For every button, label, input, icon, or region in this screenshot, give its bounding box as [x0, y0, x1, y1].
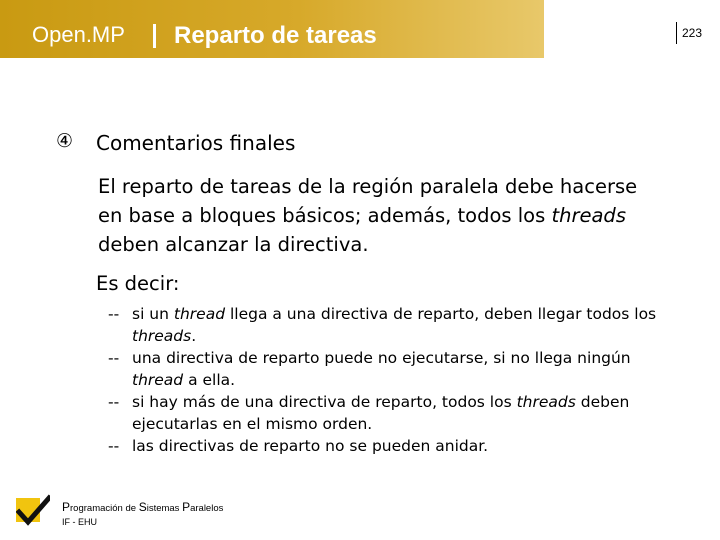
- item-text: si hay más de una directiva de reparto, todos los: [132, 393, 517, 411]
- item-list: [108, 303, 668, 457]
- item-text: una directiva de reparto puede no ejecutarse, si no llega ningún: [132, 349, 631, 367]
- header-separator: [153, 24, 156, 48]
- paragraph-italic-threads: threads: [551, 204, 626, 227]
- es-decir-label: Es decir:: [96, 272, 180, 295]
- footer-institution: IF - EHU: [62, 517, 97, 527]
- item-italic: threads: [132, 327, 192, 345]
- header-left-title: Open.MP: [32, 22, 125, 47]
- footer-title-text: istemas: [146, 503, 183, 514]
- footer-title-cap: P: [62, 500, 71, 514]
- footer-title-cap: P: [182, 500, 191, 514]
- section-title: Comentarios finales: [96, 131, 296, 155]
- dash-marker: --: [108, 437, 120, 455]
- header-bar: [0, 0, 544, 58]
- footer-title-text: de: [122, 503, 139, 514]
- paragraph-text-part2: deben alcanzar la directiva.: [98, 233, 369, 256]
- circled-four-bullet-icon: ④: [56, 130, 74, 152]
- item-text: las directivas de reparto no se pueden anidar.: [132, 437, 489, 455]
- item-text: deben ejecutarlas en el mismo orden.: [132, 393, 630, 433]
- header-right-title: Reparto de tareas: [174, 22, 377, 49]
- dash-marker: --: [108, 393, 120, 411]
- footer-title-cap: S: [138, 500, 147, 514]
- footer-course-title: [62, 500, 223, 514]
- paragraph-text-part1: El reparto de tareas de la región paralela debe hacerse en base a bloques básicos; además, todos los: [98, 175, 638, 227]
- list-item: [108, 347, 668, 391]
- list-item: [108, 435, 668, 457]
- footer-title-text: rogramación: [70, 503, 123, 514]
- item-italic: threads: [516, 393, 576, 411]
- list-item: [108, 303, 668, 347]
- item-text: .: [191, 327, 197, 345]
- item-text: a ella.: [183, 371, 236, 389]
- page-number-divider: [676, 22, 677, 44]
- item-text: llega a una directiva de reparto, deben llegar todos los: [225, 305, 657, 323]
- footer-title-text: aralelos: [190, 503, 224, 514]
- dash-marker: --: [108, 305, 120, 323]
- checkmark-logo-icon: [16, 494, 50, 528]
- item-italic: thread: [132, 371, 184, 389]
- item-italic: thread: [173, 305, 226, 323]
- main-paragraph: [98, 172, 658, 259]
- list-item: [108, 391, 668, 435]
- page-number: 223: [682, 26, 703, 40]
- item-text: si un: [132, 305, 174, 323]
- dash-marker: --: [108, 349, 120, 367]
